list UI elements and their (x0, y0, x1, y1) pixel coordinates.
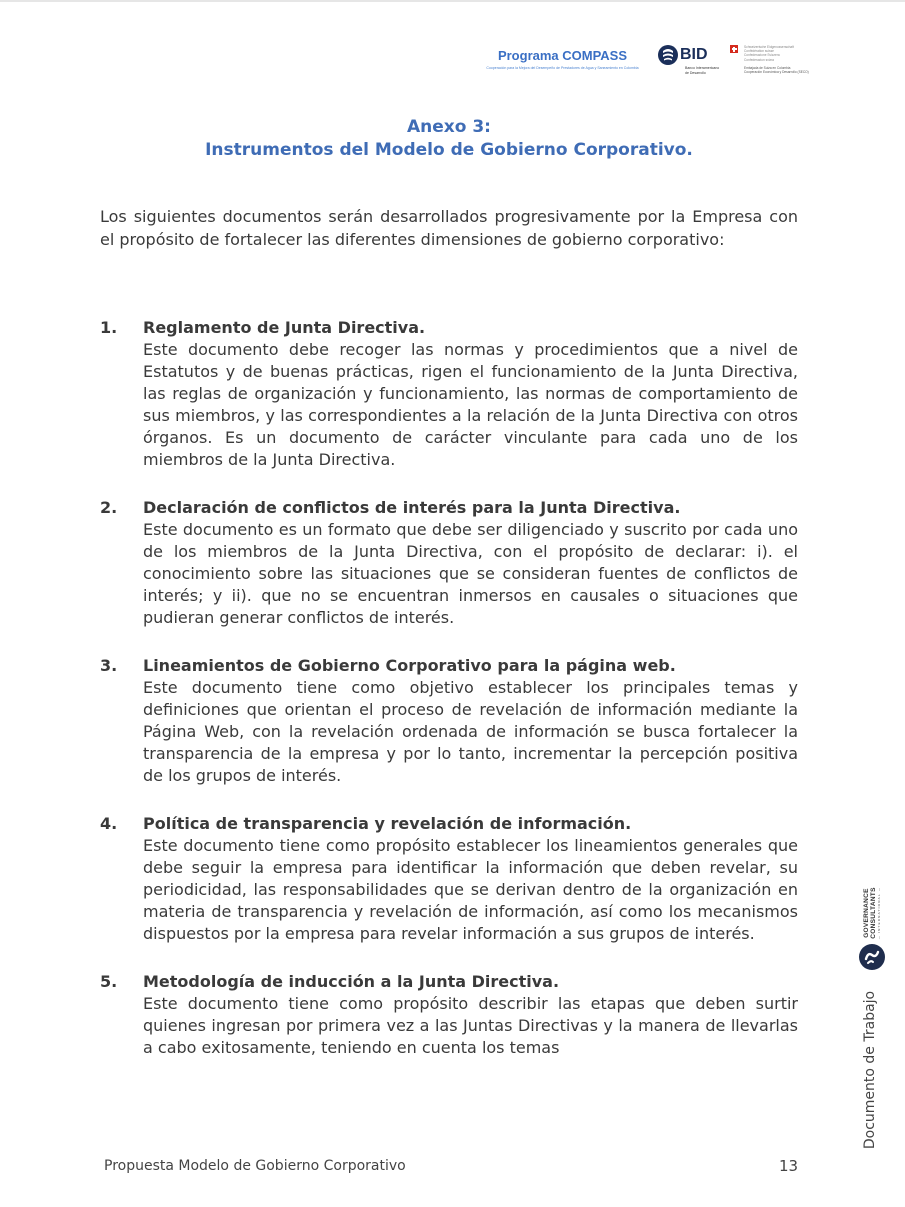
item-title: Lineamientos de Gobierno Corporativo para la página web. (143, 656, 676, 675)
item-number: 3. (100, 656, 118, 675)
gov-line-1: GOVERNANCE (863, 888, 870, 938)
bid-emblem-icon (657, 44, 679, 66)
list-item (100, 655, 798, 787)
swiss-flag-icon (730, 45, 738, 53)
governance-consultants-logo-icon (858, 943, 886, 971)
governance-consultants-wordmark (863, 887, 881, 939)
item-text: Este documento tiene como propósito establecer los lineamientos generales que debe seguir la empresa para identificar la información que deben revelar, su periodicidad, las responsabilidades que se derivan dentro de la organización en materia de transparencia y revelación de información, así como los mecanismos dispuestos por la empresa para revelar información a sus grupos de interés. (143, 836, 798, 943)
item-title: Reglamento de Junta Directiva. (143, 318, 426, 337)
annex-title-line-1: Anexo 3: (407, 117, 491, 137)
swiss-line: Schweizerische Eidgenossenschaft (744, 45, 794, 49)
swiss-line: Confederazione Svizzera (744, 53, 780, 58)
bid-logo (657, 44, 721, 75)
annex-title-line-2: Instrumentos del Modelo de Gobierno Corporativo. (205, 140, 693, 160)
item-text: Este documento tiene como objetivo establecer los principales temas y definiciones que orientan el proceso de revelación de información mediante la Página Web, con la revelación ordenada de información se busca fortalecer la transparencia de la empresa y por lo tanto, incrementar la percepción positiva de los grupos de interés. (143, 678, 798, 785)
item-title: Política de transparencia y revelación de información. (143, 814, 632, 833)
intro-paragraph: Los siguientes documentos serán desarrollados progresivamente por la Empresa con el propósito de fortalecer las diferentes dimensiones de gobierno corporativo: (100, 207, 798, 249)
top-rule (0, 0, 905, 2)
bid-subtitle-2: de Desarrollo (685, 70, 706, 75)
list-item (100, 813, 798, 945)
compass-subtitle: Cooperación para la Mejora del Desempeño de Prestadores de Agua y Saneamiento en Colombia (486, 66, 639, 70)
item-text: Este documento debe recoger las normas y procedimientos que a nivel de Estatutos y de buenas prácticas, rigen el funcionamiento de la Junta Directiva, las reglas de organización y funcionamiento, las normas de comportamiento de sus miembros, y las correspondientes a la relación de la Junta Directiva con otros órganos. Es un documento de carácter vinculante para cada uno de los miembros de la Junta Directiva. (143, 340, 798, 469)
item-number: 2. (100, 498, 118, 517)
item-number: 4. (100, 814, 118, 833)
compass-logo (470, 48, 655, 71)
swiss-foot-1: Embajada de Suiza en Colombia (744, 65, 791, 70)
item-text: Este documento tiene como propósito describir las etapas que deben surtir quienes ingresan por primera vez a las Juntas Directivas y la manera de llevarlas a cabo exitosamente, teniendo en cuenta los temas (143, 994, 798, 1057)
bid-wordmark: BID (680, 46, 708, 63)
item-title: Declaración de conflictos de interés para la Junta Directiva. (143, 498, 681, 517)
swiss-logo (730, 45, 822, 74)
gov-line-3: — INTERNATIONAL — (877, 886, 881, 940)
swiss-foot-2: Cooperación Económica y Desarrollo (SECO) (744, 70, 809, 75)
page-number: 13 (779, 1157, 799, 1175)
annex-title (0, 116, 898, 162)
item-title: Metodología de inducción a la Junta Directiva. (143, 972, 560, 991)
bid-subtitle-1: Banco Interamericano (685, 66, 720, 70)
list-item (100, 497, 798, 629)
item-text: Este documento es un formato que debe ser diligenciado y suscrito por cada uno de los miembros de la Junta Directiva, con el propósito de declarar: i). el conocimiento sobre las situaciones que se consideran fuentes de conflictos de interés; y ii). que no se encuentran inmersos en causales o situaciones que pudieran generar conflictos de interés. (143, 520, 798, 627)
gov-line-2: CONSULTANTS (870, 887, 877, 939)
item-number: 1. (100, 318, 118, 337)
list-item (100, 971, 798, 1059)
item-number: 5. (100, 972, 118, 991)
swiss-line: Confederaziun svizra (744, 57, 774, 62)
compass-title: Programa COMPASS (497, 48, 628, 63)
list-item (100, 317, 798, 471)
instrument-list (100, 317, 798, 1085)
side-document-label: Documento de Trabajo (862, 990, 878, 1150)
footer-document-title: Propuesta Modelo de Gobierno Corporativo (104, 1158, 406, 1174)
swiss-line: Confédération suisse (744, 49, 774, 54)
